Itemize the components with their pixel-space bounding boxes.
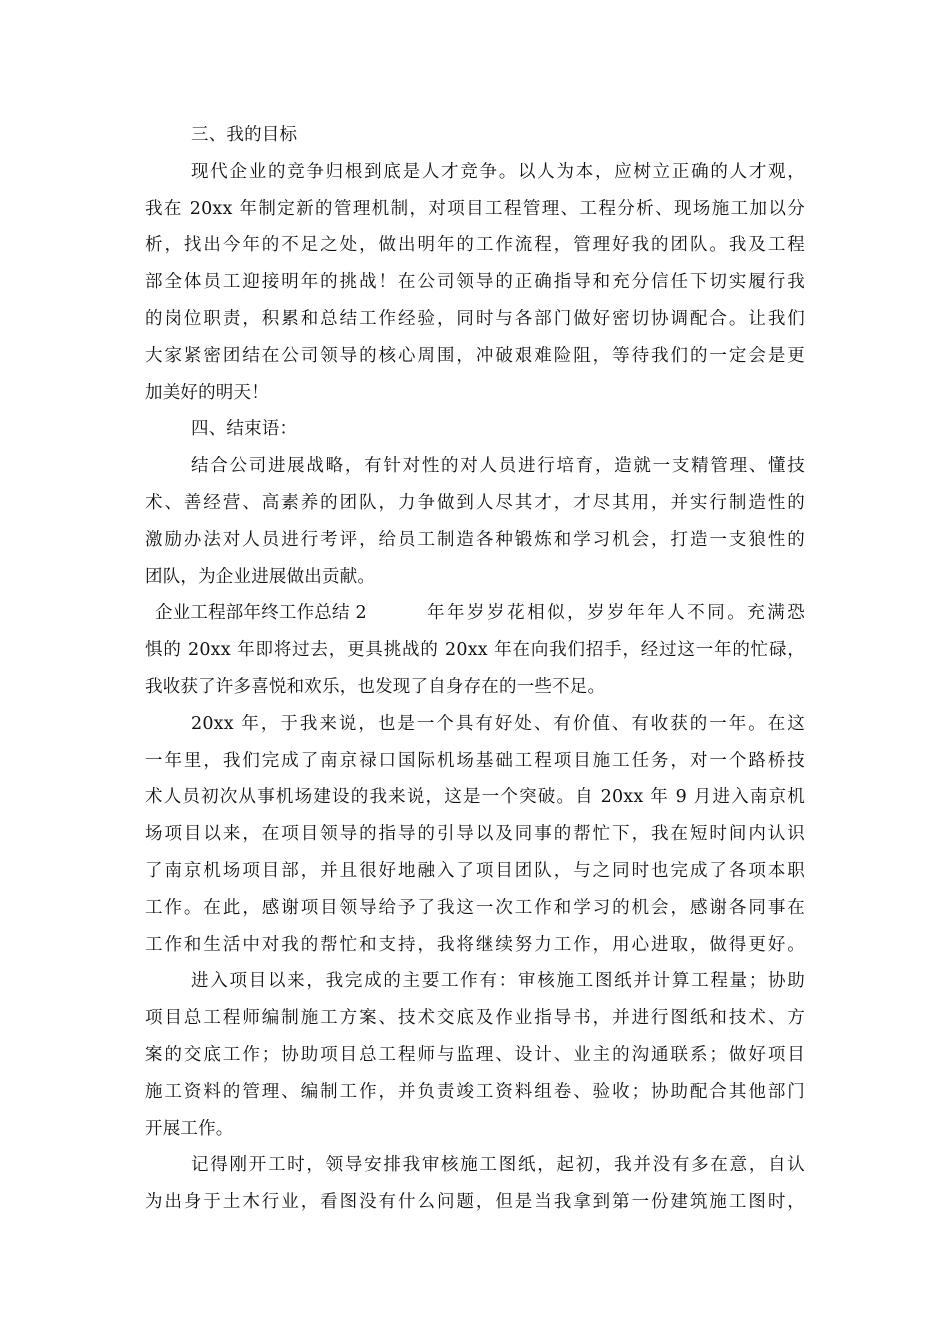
paragraph-line: 术、善经营、高素养的团队，力争做到人尽其才，才尽其用，并实行制造性的 — [145, 492, 805, 513]
paragraph-line: 开展工作。 — [145, 1118, 234, 1139]
paragraph-line: 的岗位职责，积累和总结工作经验，同时与各部门做好密切协调配合。让我们 — [145, 308, 805, 329]
section-heading-goals: 三、我的目标 — [191, 125, 298, 145]
article-title-line — [155, 595, 805, 632]
paragraph-line: 术人员初次从事机场建设的我来说，这是一个突破。自 20xx 年 9 月进入南京机 — [145, 787, 805, 808]
paragraph-line: 施工资料的管理、编制工作，并负责竣工资料组卷、验收；协助配合其他部门 — [145, 1081, 805, 1102]
paragraph-line: 我在 20xx 年制定新的管理机制，对项目工程管理、工程分析、现场施工加以分 — [145, 198, 805, 219]
paragraph-line: 现代企业的竞争归根到底是人才竞争。以人为本，应树立正确的人才观， — [191, 161, 805, 182]
paragraph-line: 加美好的明天！ — [145, 382, 269, 403]
section-heading-conclusion: 四、结束语： — [191, 419, 298, 440]
paragraph-line: 大家紧密团结在公司领导的核心周围，冲破艰难险阻，等待我们的一定会是更 — [145, 345, 805, 366]
paragraph-line: 析，找出今年的不足之处，做出明年的工作流程，管理好我的团队。我及工程 — [145, 235, 805, 256]
paragraph-line: 工作和生活中对我的帮忙和支持，我将继续努力工作，用心进取，做得更好。 — [145, 934, 805, 955]
paragraph-line: 团队，为企业进展做出贡献。 — [145, 566, 376, 587]
article-intro-start: 年年岁岁花相似，岁岁年年人不同。充满恐 — [427, 603, 805, 624]
paragraph-line: 惧的 20xx 年即将过去，更具挑战的 20xx 年在向我们招手，经过这一年的忙碌， — [145, 640, 805, 661]
paragraph-line: 我收获了许多喜悦和欢乐，也发现了自身存在的一些不足。 — [145, 676, 606, 697]
document-body — [145, 117, 805, 1221]
paragraph-line: 为出身于土木行业，看图没有什么问题，但是当我拿到第一份建筑施工图时， — [145, 1192, 805, 1213]
paragraph-line: 部全体员工迎接明年的挑战！在公司领导的正确指导和充分信任下切实履行我 — [145, 272, 805, 293]
article-title: 企业工程部年终工作总结 2 — [155, 603, 367, 624]
paragraph-line: 一年里，我们完成了南京禄口国际机场基础工程项目施工任务，对一个路桥技 — [145, 750, 805, 771]
paragraph-line: 工作。在此，感谢项目领导给予了我这一次工作和学习的机会，感谢各同事在 — [145, 897, 805, 918]
paragraph-line: 记得刚开工时，领导安排我审核施工图纸，起初，我并没有多在意，自认 — [191, 1155, 805, 1176]
paragraph-line: 了南京机场项目部，并且很好地融入了项目团队，与之同时也完成了各项本职 — [145, 860, 805, 881]
paragraph-line: 20xx 年，于我来说，也是一个具有好处、有价值、有收获的一年。在这 — [191, 713, 805, 734]
paragraph-line: 项目总工程师编制施工方案、技术交底及作业指导书，并进行图纸和技术、方 — [145, 1008, 805, 1029]
paragraph-line: 结合公司进展战略，有针对性的对人员进行培育，造就一支精管理、懂技 — [191, 456, 805, 477]
paragraph-line: 案的交底工作；协助项目总工程师与监理、设计、业主的沟通联系；做好项目 — [145, 1044, 805, 1065]
paragraph-line: 激励办法对人员进行考评，给员工制造各种锻炼和学习机会，打造一支狼性的 — [145, 529, 805, 550]
paragraph-line: 进入项目以来，我完成的主要工作有：审核施工图纸并计算工程量；协助 — [191, 971, 805, 992]
paragraph-line: 场项目以来，在项目领导的指导的引导以及同事的帮忙下，我在短时间内认识 — [145, 824, 805, 845]
